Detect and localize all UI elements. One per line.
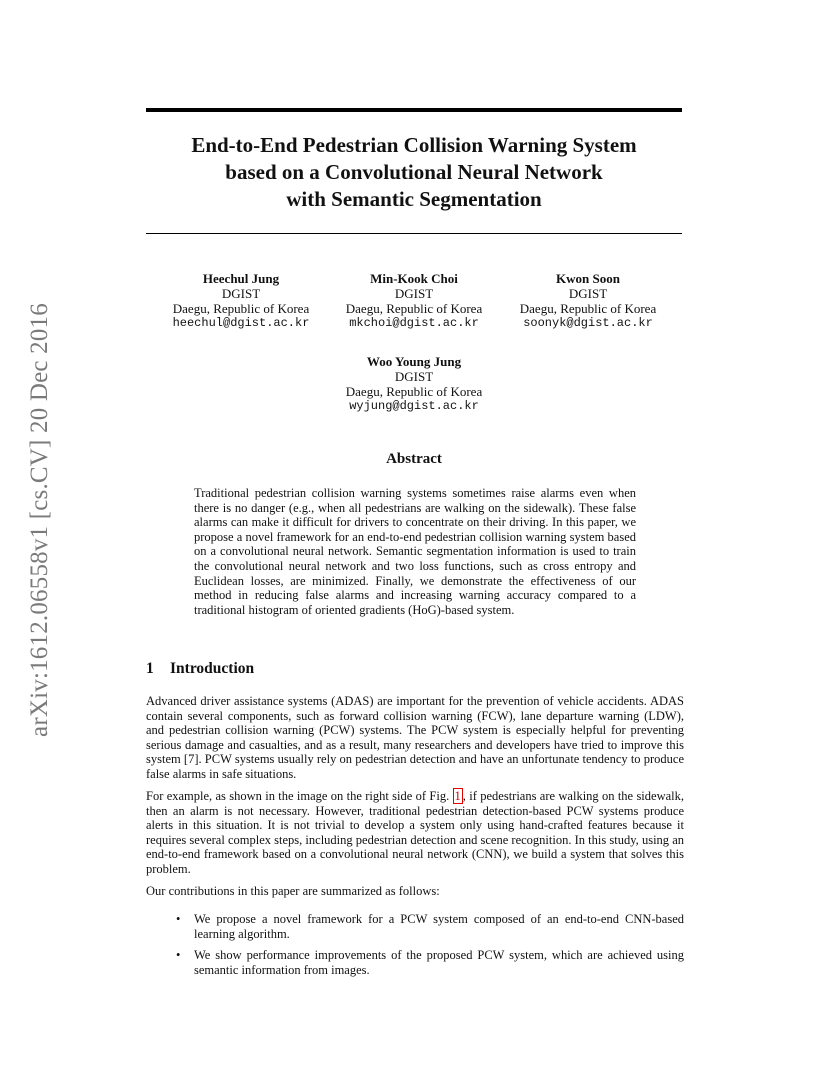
figure-reference-link[interactable]: 1 [454,789,461,803]
title-line-2: based on a Convolutional Neural Network [225,160,603,184]
author-affiliation: DGIST [394,286,434,301]
author-affiliation: DGIST [221,286,261,301]
author-block [338,354,490,414]
arxiv-identifier: arXiv:1612.06558v1 [cs.CV] 20 Dec 2016 [26,303,54,737]
title-bottom-rule [146,233,682,234]
author-name: Min-Kook Choi [370,271,458,286]
list-item-text: We propose a novel framework for a PCW system composed of an end-to-end CNN-based learning algorithm. [194,912,684,941]
author-affiliation: DGIST [394,369,434,384]
author-name: Woo Young Jung [366,354,462,369]
list-item [176,948,684,977]
author-email: mkchoi@dgist.ac.kr [349,316,479,330]
title-top-rule [146,108,682,112]
paragraph-text: , if pedestrians are walking on the sidewalk, then an alarm is not necessary. However, traditional pedestrian detection-based PCW systems produce alerts in this situation. It is not trivial to develop a system only using hand-crafted features because it requires several complex steps, including pedestrian detection and scene recognition. In this study, using an end-to-end framework based on a convolutional neural network (CNN), we build a system that solves this problem. [146,789,685,876]
paper-title [146,132,682,213]
bullet-icon: • [176,912,181,926]
list-item-text: We show performance improvements of the proposed PCW system, which are achieved using semantic information from images. [194,948,684,977]
author-location: Daegu, Republic of Korea [519,301,657,316]
section-title: Introduction [170,660,255,677]
author-email: wyjung@dgist.ac.kr [349,399,479,413]
abstract-heading: Abstract [386,451,442,467]
intro-paragraph-3: Our contributions in this paper are summarized as follows: [146,884,440,898]
author-email: heechul@dgist.ac.kr [172,316,310,330]
author-block [338,271,490,331]
author-name: Kwon Soon [556,271,620,286]
section-heading-introduction [146,660,254,678]
author-name: Heechul Jung [202,271,280,286]
abstract-text: Traditional pedestrian collision warning systems sometimes raise alarms even when there is no danger (e.g., when all pedestrians are walking on the sidewalk). These false alarms can make it difficult for drivers to concentrate on their driving. In this paper, we propose a novel framework for an end-to-end pedestrian collision warning system based on a convolutional neural network. Semantic segmentation information is used to train the convolutional neural network and two loss functions, such as cross entropy and Euclidean losses, are minimized. Finally, we demonstrate the effectiveness of our method in reducing false alarms and increasing warning accuracy compared to a traditional histogram of oriented gradients (HoG)-based system. [194,486,636,617]
author-email: soonyk@dgist.ac.kr [523,316,653,330]
author-block [166,271,316,331]
intro-paragraph-2 [146,789,684,877]
author-location: Daegu, Republic of Korea [172,301,310,316]
list-item [176,912,684,941]
arxiv-sidebar-stamp [20,270,60,770]
author-affiliation: DGIST [568,286,608,301]
paragraph-text: For example, as shown in the image on the right side of Fig. [146,789,450,803]
title-line-3: with Semantic Segmentation [286,187,542,211]
bullet-icon: • [176,948,181,962]
author-location: Daegu, Republic of Korea [345,301,483,316]
author-block [512,271,664,331]
intro-paragraph-1: Advanced driver assistance systems (ADAS) are important for the prevention of vehicle accidents. ADAS contain several components, such as forward collision warning (FCW), lane departure warning (LDW), and pedestrian collision warning (PCW) systems. The PCW system is especially helpful for preventing serious damage and casualties, and as a result, many researchers and developers have tried to improve this system [7]. PCW systems usually rely on pedestrian detection and have an unfortunate tendency to produce false alarms in safe situations. [146,694,684,781]
author-location: Daegu, Republic of Korea [345,384,483,399]
title-line-1: End-to-End Pedestrian Collision Warning System [191,133,637,157]
section-number: 1 [146,660,154,677]
